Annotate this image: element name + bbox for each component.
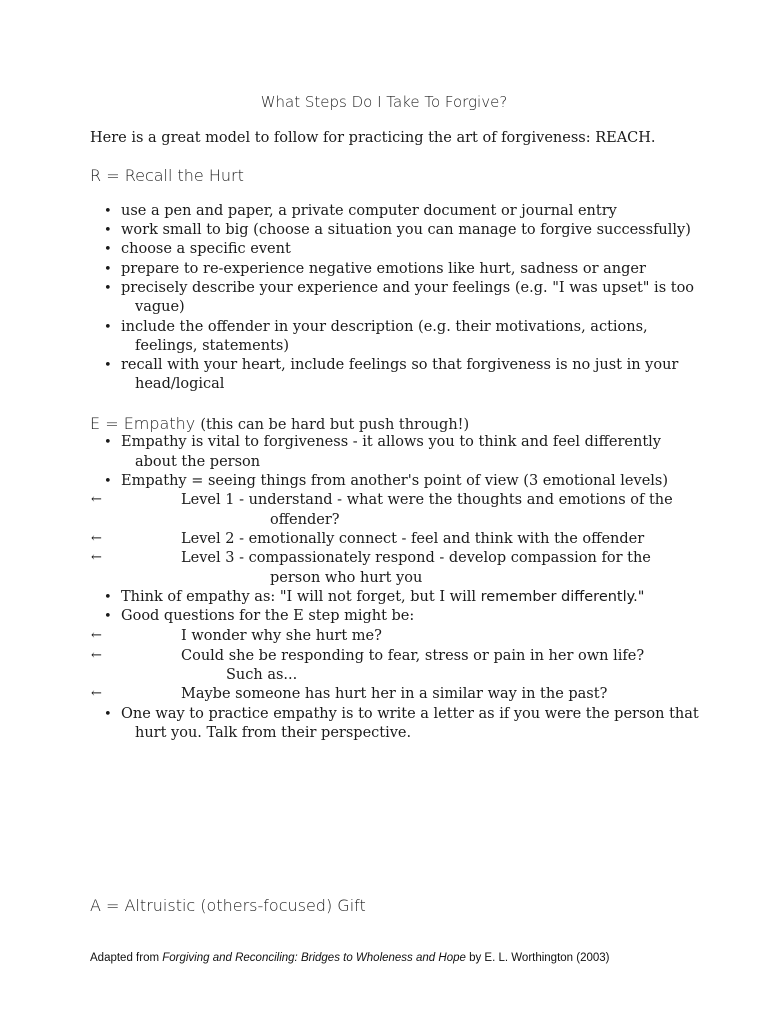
section-recall-heading: R = Recall the Hurt — [90, 166, 244, 185]
bullet-icon: • — [104, 609, 112, 624]
list-item-continuation: feelings, statements) — [135, 338, 289, 354]
empathy-heading-note: (this can be hard but push through!) — [200, 417, 470, 433]
list-item: Empathy = seeing things from another's point of view (3 emotional levels) — [121, 473, 669, 489]
list-item: One way to practice empathy is to write a letter as if you were the person that — [121, 706, 699, 722]
bullet-icon: • — [104, 590, 112, 605]
bullet-icon: • — [104, 474, 112, 489]
arrow-left-icon: ← — [91, 628, 102, 643]
intro-paragraph: Here is a great model to follow for practicing the art of forgiveness: REACH. — [90, 130, 656, 146]
list-item-continuation: hurt you. Talk from their perspective. — [135, 725, 412, 741]
bullet-icon: • — [104, 281, 112, 296]
bullet-icon: • — [104, 435, 112, 450]
arrow-left-icon: ← — [91, 550, 102, 565]
sub-item-continuation: Such as... — [226, 667, 298, 683]
arrow-left-icon: ← — [91, 648, 102, 663]
sub-item: Could she be responding to fear, stress or pain in her own life? — [181, 648, 645, 664]
list-item: Empathy is vital to forgiveness - it allows you to think and feel differently — [121, 434, 661, 450]
empathy-heading-label: E = Empathy — [90, 414, 196, 433]
arrow-left-icon: ← — [91, 686, 102, 701]
sub-item: Level 3 - compassionately respond - develop compassion for the — [181, 550, 651, 566]
sub-item: Level 2 - emotionally connect - feel and think with the offender — [181, 531, 645, 547]
list-item: prepare to re-experience negative emotions like hurt, sadness or anger — [121, 261, 646, 277]
quote-emphasis: remember differently." — [480, 589, 645, 605]
bullet-icon: • — [104, 223, 112, 238]
list-item — [121, 588, 644, 607]
sub-item: Level 1 - understand - what were the thoughts and emotions of the — [181, 492, 673, 508]
list-item: choose a specific event — [121, 241, 291, 257]
bullet-icon: • — [104, 242, 112, 257]
list-item-continuation: vague) — [135, 299, 185, 315]
section-altruistic-heading: A = Altruistic (others-focused) Gift — [90, 896, 366, 915]
arrow-left-icon: ← — [91, 492, 102, 507]
list-item: precisely describe your experience and your feelings (e.g. "I was upset" is too — [121, 280, 695, 296]
bullet-icon: • — [104, 320, 112, 335]
sub-item-continuation: person who hurt you — [270, 570, 423, 586]
sub-item-continuation: offender? — [270, 512, 340, 528]
quote-lead: Think of empathy as: "I will not forget, but I will — [121, 589, 481, 605]
list-item: recall with your heart, include feelings so that forgiveness is no just in your — [121, 357, 679, 373]
arrow-left-icon: ← — [91, 531, 102, 546]
page-title: What Steps Do I Take To Forgive? — [260, 93, 508, 111]
list-item-continuation: head/logical — [135, 376, 225, 392]
list-item: work small to big (choose a situation you can manage to forgive successfully) — [121, 222, 691, 238]
list-item: use a pen and paper, a private computer document or journal entry — [121, 203, 617, 219]
footer-book-title: Forgiving and Reconciling: Bridges to Wholeness and Hope — [162, 952, 466, 964]
list-item: Good questions for the E step might be: — [121, 608, 415, 624]
sub-item: I wonder why she hurt me? — [181, 628, 382, 644]
list-item: include the offender in your description (e.g. their motivations, actions, — [121, 319, 648, 335]
citation-footer — [90, 952, 610, 964]
footer-suffix: by E. L. Worthington (2003) — [465, 952, 610, 964]
bullet-icon: • — [104, 204, 112, 219]
section-empathy-heading — [90, 414, 469, 433]
list-item-continuation: about the person — [135, 454, 261, 470]
sub-item: Maybe someone has hurt her in a similar way in the past? — [181, 686, 608, 702]
bullet-icon: • — [104, 707, 112, 722]
bullet-icon: • — [104, 262, 112, 277]
bullet-icon: • — [104, 358, 112, 373]
footer-prefix: Adapted from — [90, 952, 163, 964]
